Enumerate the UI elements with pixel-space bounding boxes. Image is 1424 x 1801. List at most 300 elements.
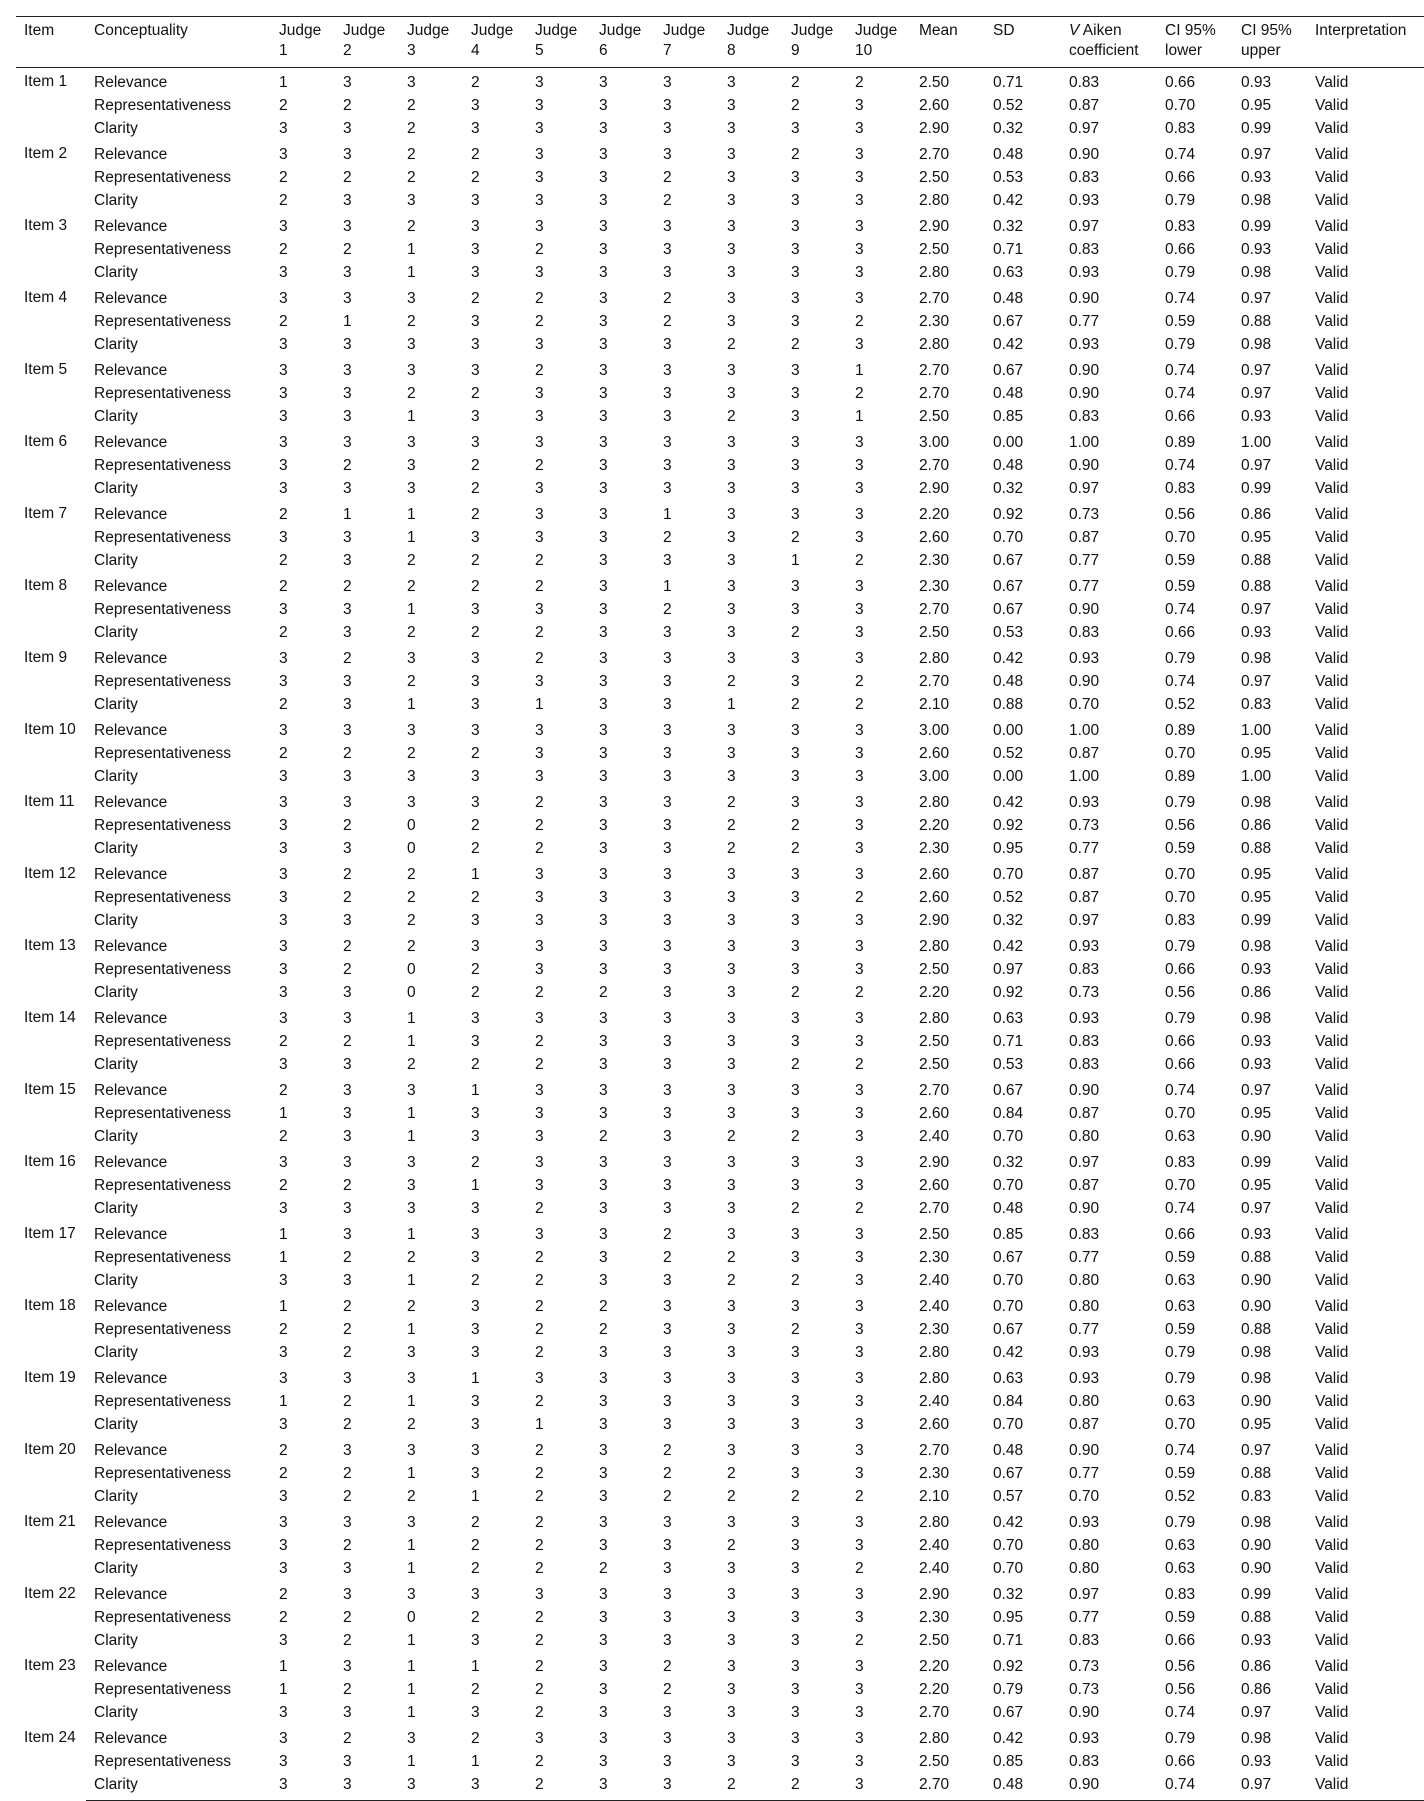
judge-7-cell: 2 (663, 529, 672, 546)
table-row (16, 117, 1424, 140)
judge-5-cell: 3 (535, 1105, 544, 1122)
v-aiken-cell: 0.87 (1069, 529, 1100, 546)
sd-cell: 0.00 (993, 722, 1024, 739)
conceptuality-cell: Relevance (94, 506, 168, 523)
judge-6-cell: 3 (599, 336, 608, 353)
interpretation-cell: Valid (1315, 1272, 1349, 1289)
ci-upper-cell: 0.97 (1241, 1704, 1272, 1721)
ci-lower-cell: 0.66 (1165, 74, 1196, 91)
judge-2-cell: 3 (343, 1586, 352, 1603)
v-aiken-cell: 0.83 (1069, 169, 1100, 186)
judge-5-cell: 3 (535, 866, 544, 883)
ci-lower-cell: 0.59 (1165, 1321, 1196, 1338)
judge-10-cell: 2 (855, 1488, 864, 1505)
judge-10-cell: 3 (855, 1249, 864, 1266)
judge-10-cell: 2 (855, 889, 864, 906)
v-aiken-cell: 0.83 (1069, 1226, 1100, 1243)
judge-9-cell: 3 (791, 1442, 800, 1459)
interpretation-cell: Valid (1315, 961, 1349, 978)
col-header-item: Item (16, 17, 86, 68)
judge-2-cell: 2 (343, 1177, 352, 1194)
judge-10-cell: 3 (855, 578, 864, 595)
mean-cell: 2.70 (919, 146, 950, 163)
judge-3-cell: 2 (407, 866, 416, 883)
v-aiken-cell: 0.93 (1069, 794, 1100, 811)
table-row (16, 1652, 1424, 1678)
mean-cell: 2.40 (919, 1537, 950, 1554)
judge-7-cell: 3 (663, 362, 672, 379)
conceptuality-cell: Relevance (94, 722, 168, 739)
judge-3-cell: 2 (407, 624, 416, 641)
judge-5-cell: 3 (535, 1082, 544, 1099)
judge-4-cell: 3 (471, 1442, 480, 1459)
judge-2-cell: 2 (343, 1465, 352, 1482)
sd-cell: 0.67 (993, 1249, 1024, 1266)
judge-1-cell: 1 (279, 1105, 288, 1122)
judge-7-cell: 3 (663, 457, 672, 474)
judge-8-cell: 3 (727, 241, 736, 258)
judge-1-cell: 3 (279, 264, 288, 281)
sd-cell: 0.32 (993, 120, 1024, 137)
judge-1-cell: 3 (279, 290, 288, 307)
judge-1-cell: 3 (279, 1704, 288, 1721)
judge-8-cell: 3 (727, 146, 736, 163)
judge-9-cell: 2 (791, 624, 800, 641)
judge-2-cell: 3 (343, 696, 352, 713)
judge-8-cell: 3 (727, 1658, 736, 1675)
judge-3-cell: 2 (407, 578, 416, 595)
judge-6-cell: 3 (599, 722, 608, 739)
judge-9-cell: 1 (791, 552, 800, 569)
table-row (16, 1557, 1424, 1580)
judge-5-cell: 2 (535, 1442, 544, 1459)
judge-2-cell: 3 (343, 794, 352, 811)
judge-5-cell: 2 (535, 241, 544, 258)
judge-1-cell: 1 (279, 1681, 288, 1698)
v-symbol: V (1069, 22, 1080, 39)
sd-cell: 0.32 (993, 480, 1024, 497)
mean-cell: 2.80 (919, 650, 950, 667)
judge-5-cell: 3 (535, 889, 544, 906)
mean-cell: 2.60 (919, 529, 950, 546)
ci-upper-cell: 0.99 (1241, 120, 1272, 137)
judge-1-cell: 3 (279, 408, 288, 425)
judge-3-cell: 2 (407, 1249, 416, 1266)
judge-3-cell: 1 (407, 601, 416, 618)
v-aiken-cell: 0.87 (1069, 1177, 1100, 1194)
judge-10-cell: 3 (855, 1465, 864, 1482)
judge-3-cell: 3 (407, 74, 416, 91)
judge-5-cell: 2 (535, 1298, 544, 1315)
mean-cell: 2.40 (919, 1560, 950, 1577)
judge-3-cell: 2 (407, 673, 416, 690)
judge-2-cell: 3 (343, 146, 352, 163)
judge-6-cell: 3 (599, 1344, 608, 1361)
judge-1-cell: 2 (279, 1177, 288, 1194)
judge-8-cell: 3 (727, 1154, 736, 1171)
judge-4-cell: 3 (471, 1249, 480, 1266)
judge-3-cell: 2 (407, 552, 416, 569)
judge-10-cell: 3 (855, 241, 864, 258)
interpretation-cell: Valid (1315, 408, 1349, 425)
mean-cell: 2.90 (919, 1586, 950, 1603)
conceptuality-cell: Representativeness (94, 1465, 231, 1482)
item-label-cell: Item 9 (24, 649, 68, 666)
judge-2-cell: 2 (343, 1730, 352, 1747)
judge-10-cell: 3 (855, 1177, 864, 1194)
judge-3-cell: 3 (407, 1154, 416, 1171)
mean-cell: 2.80 (919, 1010, 950, 1027)
table-row (16, 549, 1424, 572)
judge-6-cell: 3 (599, 1681, 608, 1698)
judge-4-cell: 2 (471, 840, 480, 857)
judge-8-cell: 3 (727, 984, 736, 1001)
judge-8-cell: 2 (727, 1249, 736, 1266)
v-aiken-cell: 0.90 (1069, 362, 1100, 379)
judge-4-cell: 3 (471, 241, 480, 258)
judge-1-cell: 2 (279, 1465, 288, 1482)
judge-3-cell: 3 (407, 1082, 416, 1099)
judge-5-cell: 3 (535, 408, 544, 425)
sd-cell: 0.48 (993, 457, 1024, 474)
judge-10-cell: 3 (855, 745, 864, 762)
judge-7-cell: 3 (663, 745, 672, 762)
interpretation-cell: Valid (1315, 1393, 1349, 1410)
judge-7-cell: 3 (663, 768, 672, 785)
judge-3-cell: 1 (407, 1560, 416, 1577)
sd-cell: 0.53 (993, 169, 1024, 186)
mean-cell: 2.80 (919, 336, 950, 353)
sd-cell: 0.53 (993, 624, 1024, 641)
judge-4-cell: 1 (471, 866, 480, 883)
judge-7-cell: 3 (663, 264, 672, 281)
judge-4-cell: 2 (471, 1154, 480, 1171)
col-header-judge-5: Judge 5 (527, 17, 591, 68)
judge-4-cell: 3 (471, 97, 480, 114)
judge-2-cell: 1 (343, 506, 352, 523)
ci-upper-cell: 0.88 (1241, 313, 1272, 330)
sd-cell: 0.32 (993, 218, 1024, 235)
judge-6-cell: 2 (599, 984, 608, 1001)
judge-1-cell: 3 (271, 1773, 335, 1801)
judge-2-cell: 3 (343, 218, 352, 235)
judge-3-cell: 2 (407, 120, 416, 137)
judge-7-cell: 1 (663, 578, 672, 595)
sd-cell: 0.48 (993, 1200, 1024, 1217)
judge-4-cell: 2 (471, 146, 480, 163)
judge-5-cell: 2 (535, 840, 544, 857)
judge-5-cell: 2 (535, 1560, 544, 1577)
judge-1-cell: 3 (279, 961, 288, 978)
sd-cell: 0.42 (993, 1730, 1024, 1747)
table-row (16, 670, 1424, 693)
judge-5-cell: 2 (535, 624, 544, 641)
judge-2-cell: 3 (343, 1704, 352, 1721)
judge-6-cell: 3 (599, 506, 608, 523)
judge-7-cell: 3 (663, 1560, 672, 1577)
judge-4-cell: 1 (471, 1177, 480, 1194)
judge-10-cell: 3 (855, 817, 864, 834)
judge-10-cell: 2 (855, 696, 864, 713)
judge-4-cell: 2 (471, 889, 480, 906)
conceptuality-cell: Clarity (94, 192, 138, 209)
judge-10-cell: 3 (855, 1442, 864, 1459)
col-header-judge-4: Judge 4 (463, 17, 527, 68)
mean-cell: 2.30 (919, 840, 950, 857)
sd-cell: 0.71 (993, 74, 1024, 91)
judge-10-cell: 2 (855, 1056, 864, 1073)
judge-8-cell: 2 (727, 1128, 736, 1145)
judge-7-cell: 3 (663, 1010, 672, 1027)
interpretation-cell: Valid (1315, 506, 1349, 523)
v-aiken-cell: 0.90 (1069, 1442, 1100, 1459)
judge-8-cell: 3 (727, 218, 736, 235)
ci-lower-cell: 0.79 (1165, 1010, 1196, 1027)
judge-4-cell: 1 (471, 1082, 480, 1099)
judge-6-cell: 3 (599, 408, 608, 425)
judge-5-cell: 3 (535, 912, 544, 929)
judge-2-cell: 3 (343, 120, 352, 137)
judge-1-cell: 2 (279, 169, 288, 186)
judge-1-cell: 1 (279, 1658, 288, 1675)
judge-8-cell: 3 (727, 1730, 736, 1747)
judge-1-cell: 3 (279, 120, 288, 137)
judge-10-cell: 3 (855, 290, 864, 307)
judge-9-cell: 3 (791, 938, 800, 955)
ci-upper-cell: 0.90 (1241, 1560, 1272, 1577)
judge-1-cell: 3 (279, 1514, 288, 1531)
judge-2-cell: 2 (343, 866, 352, 883)
ci-upper-cell: 0.97 (1241, 673, 1272, 690)
v-aiken-cell: 0.90 (1069, 385, 1100, 402)
sd-cell: 0.95 (993, 840, 1024, 857)
judge-9-cell: 3 (791, 1514, 800, 1531)
mean-cell: 2.30 (919, 1609, 950, 1626)
judge-2-cell: 2 (343, 1488, 352, 1505)
judge-10-cell: 3 (855, 169, 864, 186)
judge-2-cell: 2 (343, 241, 352, 258)
table-row (16, 837, 1424, 860)
judge-7-cell: 3 (663, 408, 672, 425)
table-row (16, 500, 1424, 526)
mean-cell: 2.40 (919, 1272, 950, 1289)
mean-cell: 2.70 (919, 362, 950, 379)
judge-6-cell: 3 (599, 601, 608, 618)
judge-1-cell: 1 (279, 1298, 288, 1315)
judge-7-cell: 2 (663, 1681, 672, 1698)
conceptuality-cell: Representativeness (94, 745, 231, 762)
judge-2-cell: 2 (343, 817, 352, 834)
judge-3-cell: 3 (407, 1586, 416, 1603)
ci-upper-cell: 0.93 (1241, 1033, 1272, 1050)
judge-10-cell: 3 (855, 1753, 864, 1770)
judge-6-cell: 3 (599, 624, 608, 641)
judge-7-cell: 3 (663, 889, 672, 906)
sd-cell: 0.71 (993, 241, 1024, 258)
ci-lower-cell: 0.56 (1165, 984, 1196, 1001)
judge-8-cell: 2 (727, 794, 736, 811)
v-aiken-cell: 0.70 (1069, 1488, 1100, 1505)
conceptuality-cell: Clarity (94, 552, 138, 569)
judge-6-cell: 3 (599, 146, 608, 163)
judge-7-cell: 2 (663, 1249, 672, 1266)
interpretation-cell: Valid (1315, 1560, 1349, 1577)
judge-2-cell: 3 (343, 336, 352, 353)
v-aiken-cell: 0.93 (1069, 1010, 1100, 1027)
judge-2-cell: 3 (343, 408, 352, 425)
judge-4-cell: 1 (471, 1488, 480, 1505)
ci-lower-cell: 0.89 (1165, 768, 1196, 785)
judge-6-cell: 3 (599, 1370, 608, 1387)
v-aiken-cell: 0.77 (1069, 1465, 1100, 1482)
judge-8-cell: 3 (727, 74, 736, 91)
judge-1-cell: 3 (279, 434, 288, 451)
mean-cell: 3.00 (919, 768, 950, 785)
judge-1-cell: 3 (279, 218, 288, 235)
judge-9-cell: 2 (791, 1056, 800, 1073)
ci-lower-cell: 0.52 (1165, 696, 1196, 713)
judge-5-cell: 1 (535, 1416, 544, 1433)
conceptuality-cell: Representativeness (94, 241, 231, 258)
ci-lower-cell: 0.66 (1165, 1056, 1196, 1073)
v-aiken-cell: 0.90 (1069, 1200, 1100, 1217)
judge-9-cell: 3 (791, 889, 800, 906)
judge-4-cell: 2 (471, 624, 480, 641)
ci-lower-cell: 0.66 (1165, 241, 1196, 258)
judge-7-cell: 3 (663, 673, 672, 690)
judge-6-cell: 3 (599, 1632, 608, 1649)
judge-7-cell: 3 (663, 120, 672, 137)
v-aiken-cell: 0.80 (1069, 1393, 1100, 1410)
judge-6-cell: 3 (599, 434, 608, 451)
judge-4-cell: 2 (471, 961, 480, 978)
judge-4-cell: 3 (471, 1465, 480, 1482)
v-aiken-cell: 0.97 (1069, 912, 1100, 929)
judge-1-cell: 3 (279, 1560, 288, 1577)
judge-6-cell: 3 (599, 1609, 608, 1626)
judge-1-cell: 2 (279, 241, 288, 258)
ci-lower-cell: 0.66 (1165, 408, 1196, 425)
ci-lower-cell: 0.83 (1165, 120, 1196, 137)
conceptuality-cell: Clarity (94, 1632, 138, 1649)
interpretation-cell: Valid (1315, 696, 1349, 713)
conceptuality-cell: Relevance (94, 938, 168, 955)
mean-cell: 2.70 (919, 1200, 950, 1217)
table-row (16, 1508, 1424, 1534)
ci-lower-cell: 0.66 (1165, 1033, 1196, 1050)
ci-upper-cell: 0.83 (1241, 696, 1272, 713)
judge-2-cell: 3 (343, 984, 352, 1001)
judge-4-cell: 2 (471, 1560, 480, 1577)
judge-10-cell: 3 (855, 457, 864, 474)
ci-upper-cell: 0.97 (1241, 1082, 1272, 1099)
judge-10-cell: 3 (855, 1128, 864, 1145)
judge-3-cell: 1 (407, 1393, 416, 1410)
judge-9-cell: 3 (791, 1730, 800, 1747)
judge-9-cell: 3 (791, 1010, 800, 1027)
ci-lower-cell: 0.79 (1165, 1514, 1196, 1531)
judge-3-cell: 2 (407, 97, 416, 114)
sd-cell: 0.67 (993, 552, 1024, 569)
judge-7-cell: 3 (663, 385, 672, 402)
judge-10-cell: 3 (855, 1082, 864, 1099)
ci-lower-cell: 0.66 (1165, 1632, 1196, 1649)
judge-9-cell: 3 (791, 1537, 800, 1554)
judge-6-cell: 3 (599, 1514, 608, 1531)
judge-4-cell: 2 (471, 1272, 480, 1289)
judge-9-cell: 3 (791, 1154, 800, 1171)
judge-5-cell: 2 (535, 1753, 544, 1770)
conceptuality-cell: Representativeness (94, 1393, 231, 1410)
judge-6-cell: 3 (599, 385, 608, 402)
judge-2-cell: 3 (343, 722, 352, 739)
judge-5-cell: 3 (535, 506, 544, 523)
mean-cell: 2.50 (919, 1753, 950, 1770)
ci-upper-cell: 0.98 (1241, 1344, 1272, 1361)
judge-8-cell: 2 (727, 817, 736, 834)
ci-lower-cell: 0.63 (1165, 1560, 1196, 1577)
interpretation-cell: Valid (1315, 1226, 1349, 1243)
ci-upper-cell: 0.95 (1241, 745, 1272, 762)
col-header-judge-2: Judge 2 (335, 17, 399, 68)
judge-1-cell: 3 (279, 866, 288, 883)
v-aiken-cell: 0.90 (1069, 1704, 1100, 1721)
judge-2-cell: 3 (343, 1370, 352, 1387)
judge-5-cell: 2 (535, 457, 544, 474)
conceptuality-cell: Representativeness (94, 1681, 231, 1698)
table-row (16, 598, 1424, 621)
judge-4-cell: 3 (471, 650, 480, 667)
judge-2-cell: 3 (343, 601, 352, 618)
table-row (16, 356, 1424, 382)
sd-cell: 0.67 (993, 1321, 1024, 1338)
ci-upper-cell: 0.99 (1241, 1154, 1272, 1171)
ci-lower-cell: 0.79 (1165, 1730, 1196, 1747)
mean-cell: 2.20 (919, 1681, 950, 1698)
judge-4-cell: 3 (471, 1416, 480, 1433)
interpretation-cell: Valid (1315, 1586, 1349, 1603)
v-aiken-cell: 0.80 (1069, 1560, 1100, 1577)
judge-1-cell: 2 (279, 97, 288, 114)
judge-4-cell: 3 (471, 1586, 480, 1603)
conceptuality-cell: Clarity (94, 1344, 138, 1361)
v-aiken-cell: 1.00 (1069, 768, 1100, 785)
conceptuality-cell: Representativeness (94, 1753, 231, 1770)
judge-10-cell: 2 (855, 313, 864, 330)
judge-2-cell: 3 (343, 1753, 352, 1770)
ci-upper-cell: 0.97 (1241, 1200, 1272, 1217)
sd-cell: 0.00 (993, 768, 1024, 785)
judge-8-cell: 3 (727, 601, 736, 618)
table-row (16, 1606, 1424, 1629)
judge-4-cell: 2 (471, 1609, 480, 1626)
judge-4-cell: 2 (471, 1514, 480, 1531)
mean-cell: 2.70 (919, 1704, 950, 1721)
ci-upper-cell: 0.98 (1241, 1010, 1272, 1027)
judge-7-cell: 2 (663, 1226, 672, 1243)
conceptuality-cell: Clarity (94, 1488, 138, 1505)
conceptuality-cell: Representativeness (94, 97, 231, 114)
judge-5-cell: 3 (535, 264, 544, 281)
judge-8-cell: 3 (727, 1393, 736, 1410)
conceptuality-cell: Clarity (94, 840, 138, 857)
judge-2-cell: 2 (343, 938, 352, 955)
v-aiken-cell: 0.87 (1069, 1416, 1100, 1433)
table-row (16, 454, 1424, 477)
conceptuality-cell: Relevance (94, 1154, 168, 1171)
mean-cell: 2.80 (919, 264, 950, 281)
conceptuality-cell: Clarity (94, 984, 138, 1001)
